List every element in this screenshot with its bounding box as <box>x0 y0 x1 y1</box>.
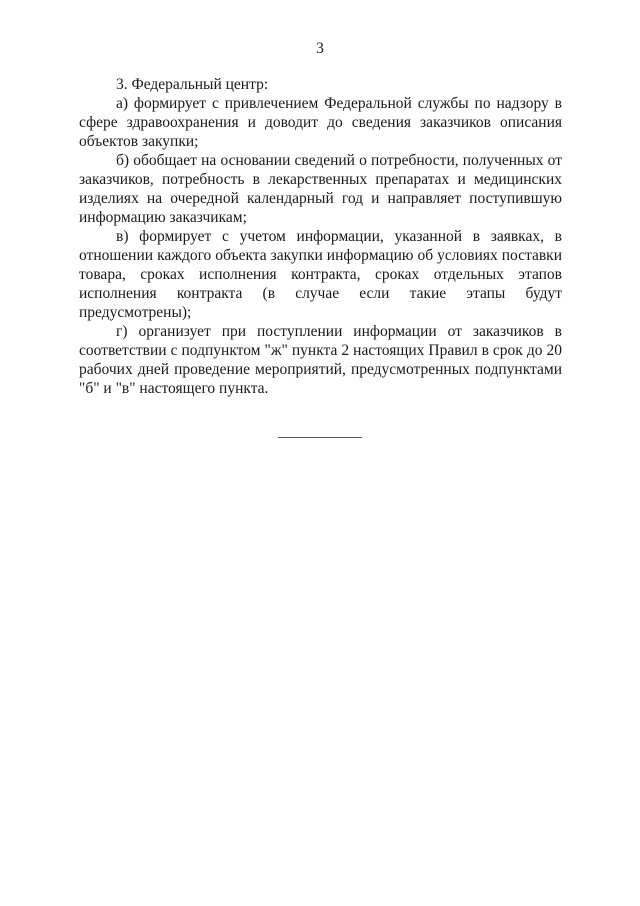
item-g: г) организует при поступлении информации от заказчиков в соответствии с подпунктом "ж" пункта 2 настоящих Правил в срок до 20 рабочих дней проведение мероприятий, предусмотренных подпунктами "б" и "в" настоящего пункта. <box>79 323 562 397</box>
page-number: 3 <box>316 40 324 57</box>
item-a: а) формирует с привлечением Федеральной службы по надзору в сфере здравоохранения и доводит до сведения заказчиков описания объектов закупки; <box>79 95 562 150</box>
section-heading: 3. Федеральный центр: <box>116 76 269 93</box>
item-b: б) обобщает на основании сведений о потребности, полученных от заказчиков, потребность в лекарственных препаратах и медицинских изделиях на очередной календарный год и направляет поступившую информацию заказчикам; <box>79 152 562 226</box>
item-v: в) формирует с учетом информации, указанной в заявках, в отношении каждого объекта закупки информацию об условиях поставки товара, сроках исполнения контракта, сроках отдельных этапов исполнения контракта (в случае если такие этапы будут предусмотрены); <box>79 228 562 321</box>
document-body <box>79 75 562 398</box>
end-separator-line <box>278 437 362 438</box>
